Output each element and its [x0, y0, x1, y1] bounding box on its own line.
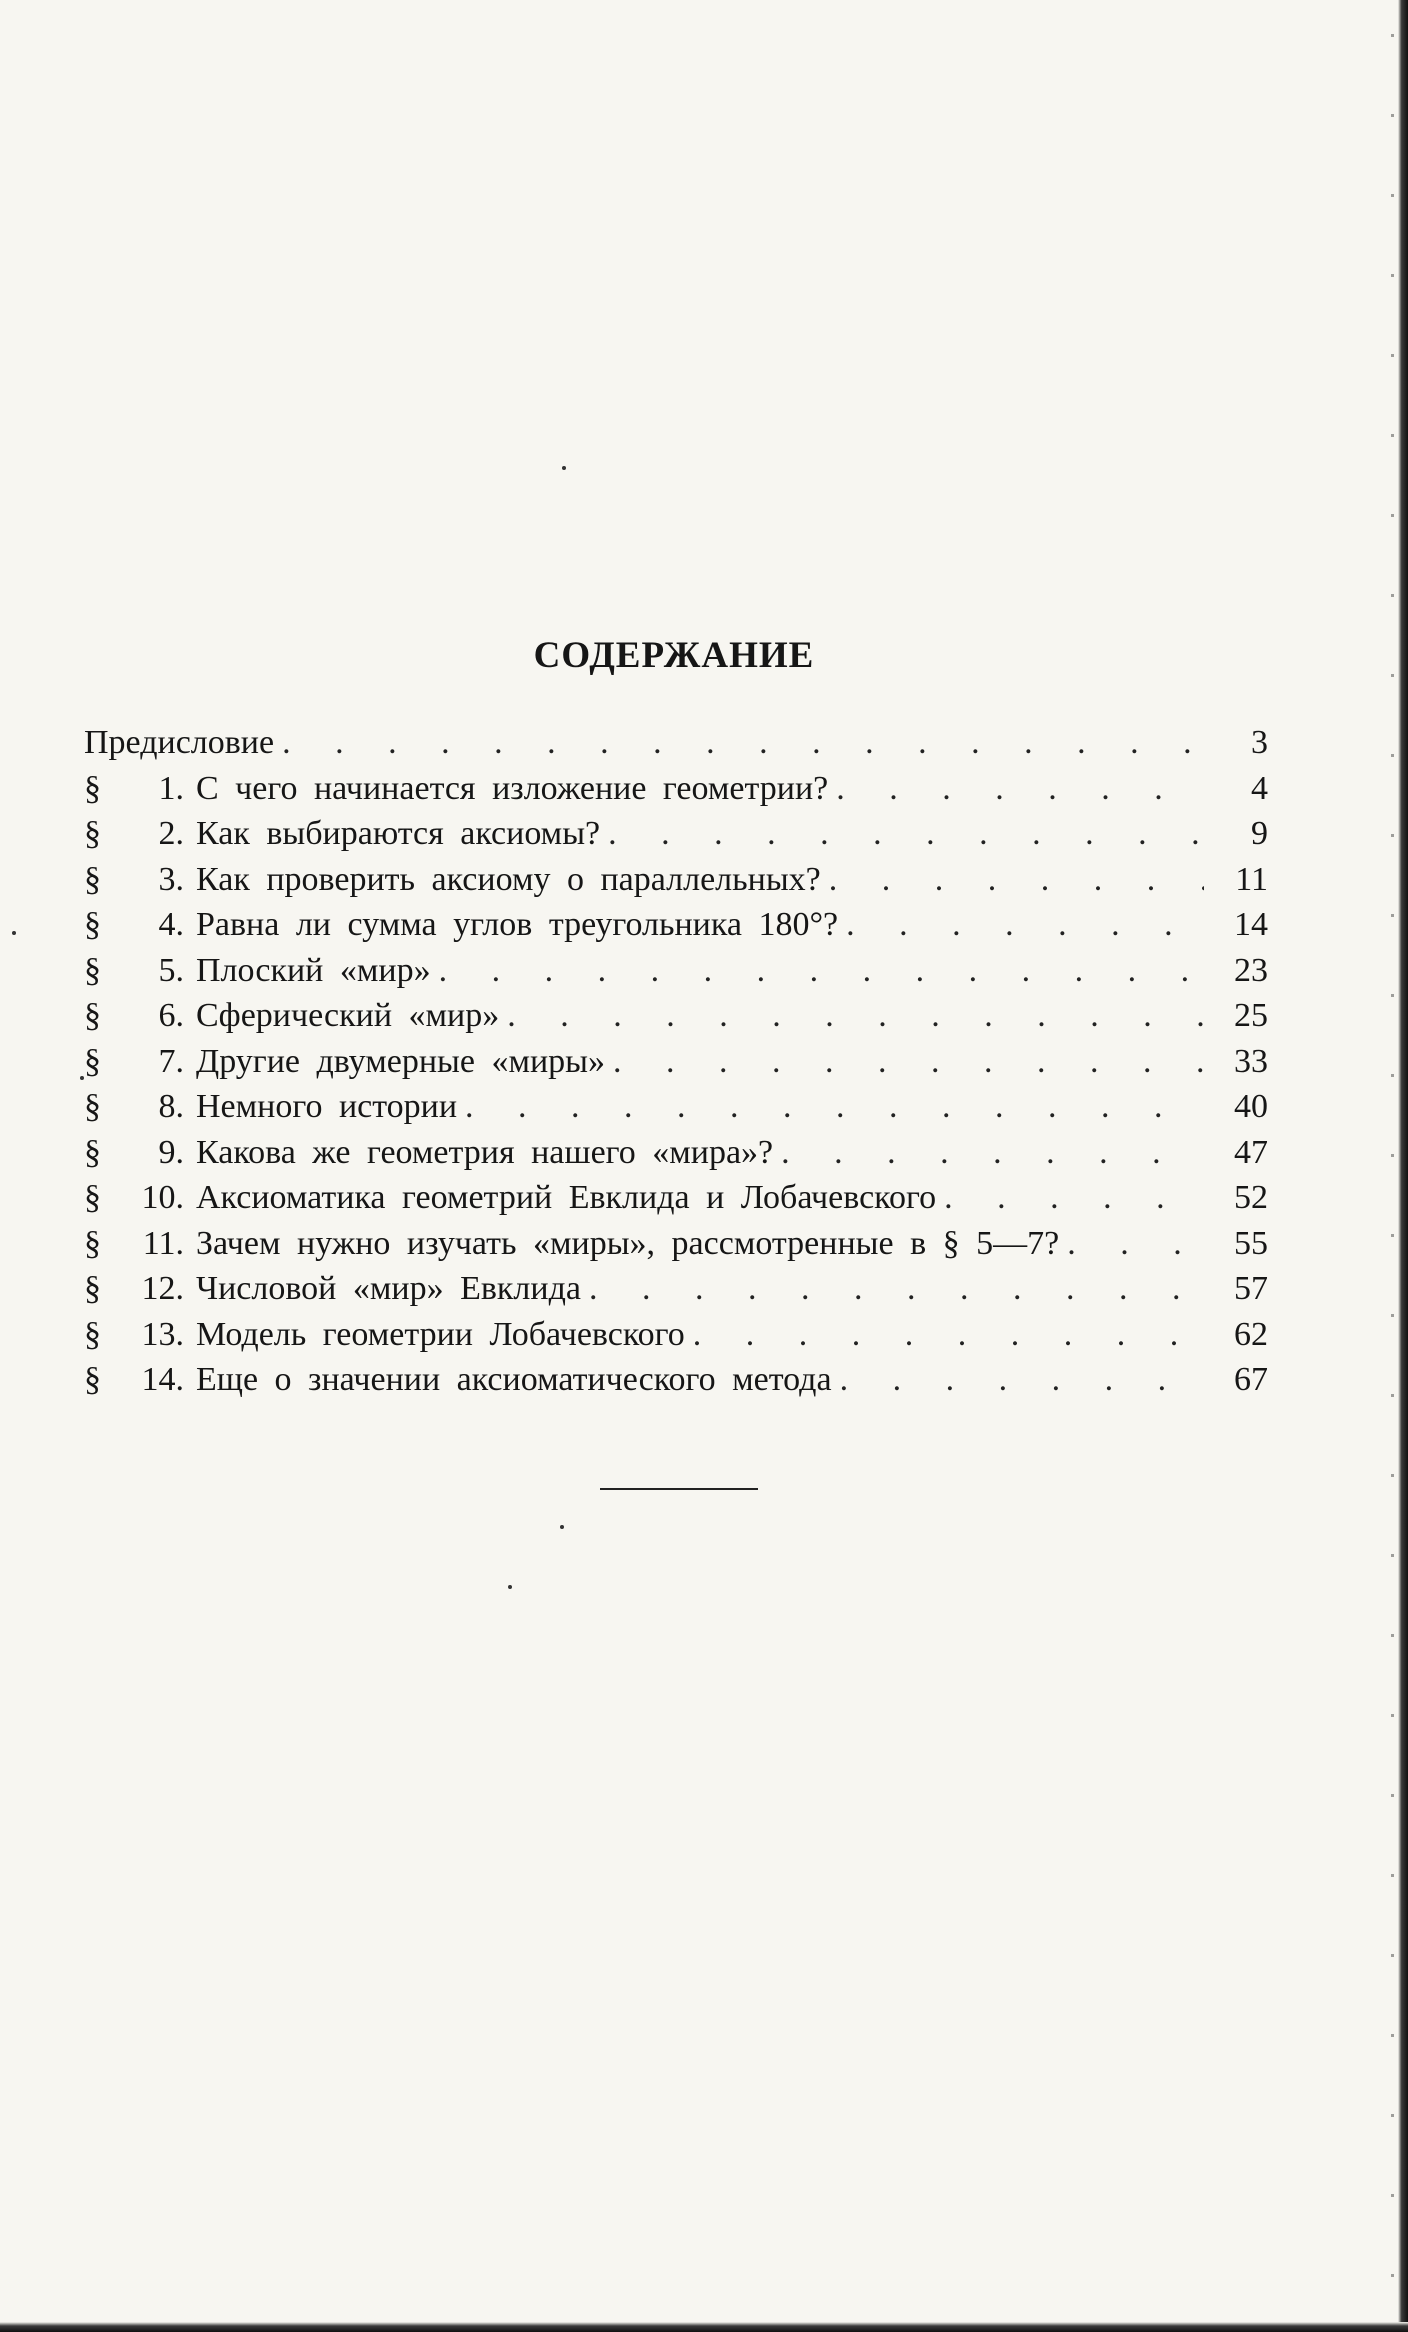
- section-sign: §: [84, 1042, 101, 1080]
- toc-entry-title: Аксиоматика геометрий Евклида и Лобачевского: [196, 1179, 937, 1216]
- toc-entry-page: 4: [1251, 769, 1268, 807]
- dot-leader: [465, 1084, 1204, 1129]
- toc-entry-page: 57: [1234, 1270, 1268, 1307]
- toc-entry: [84, 1175, 1268, 1221]
- toc-entry-page: 55: [1234, 1224, 1268, 1262]
- toc-entry: [84, 766, 1268, 812]
- toc-entry-title: Плоский «мир»: [196, 951, 431, 989]
- toc-entry: [84, 1130, 1268, 1176]
- scan-edge-bottom: [0, 2322, 1408, 2332]
- toc-entry-page: 23: [1234, 951, 1268, 989]
- toc-entry: [84, 1039, 1268, 1085]
- toc-entry-title: Как выбираются аксиомы?: [196, 815, 601, 852]
- toc-entry-page: 11: [1235, 860, 1268, 898]
- dot-leader: [846, 902, 1204, 947]
- dot-leader: [836, 766, 1204, 811]
- toc-entry-title: Сферический «мир»: [196, 997, 500, 1034]
- dot-leader: [608, 811, 1204, 856]
- toc-entry-page: 62: [1234, 1315, 1268, 1353]
- toc-entry-title: Зачем нужно изучать «миры», рассмотренные в § 5—7?: [196, 1224, 1060, 1262]
- dot-leader: [829, 857, 1204, 902]
- toc-entry-number: 13.: [141, 1315, 184, 1353]
- section-sign: §: [84, 1179, 101, 1216]
- section-sign: §: [84, 1361, 101, 1398]
- toc-entry-number: 5.: [158, 951, 184, 989]
- section-sign: §: [84, 906, 101, 943]
- toc-entry: [84, 1221, 1268, 1267]
- toc-entry-page: 14: [1234, 906, 1268, 943]
- toc-entry-title: Предисловие: [84, 724, 275, 761]
- toc-entry-page: 33: [1234, 1042, 1268, 1080]
- section-sign: §: [84, 860, 101, 898]
- toc-entry-page: 67: [1234, 1361, 1268, 1398]
- toc-entry-number: 10.: [141, 1179, 184, 1216]
- toc-entry: [84, 948, 1268, 994]
- toc-entry: [84, 857, 1268, 903]
- toc-entry-number: 9.: [158, 1133, 184, 1171]
- toc-entry-title: Немного истории: [196, 1088, 458, 1125]
- toc-entry: [84, 720, 1268, 766]
- toc-entry-number: 2.: [158, 815, 184, 852]
- dot-leader: [613, 1039, 1204, 1084]
- dot-leader: [589, 1266, 1204, 1311]
- toc-entry-number: 4.: [158, 906, 184, 943]
- toc-entry-number: 1.: [158, 769, 184, 807]
- toc-entry-title: Другие двумерные «миры»: [196, 1042, 606, 1080]
- toc-entry-page: 52: [1234, 1179, 1268, 1216]
- scan-speck: [508, 1585, 512, 1589]
- dot-leader: [282, 720, 1204, 765]
- dot-leader: [840, 1357, 1204, 1402]
- toc-entry: [84, 1357, 1268, 1403]
- toc-entry-title: Какова же геометрия нашего «мира»?: [196, 1133, 774, 1171]
- section-sign: §: [84, 1088, 101, 1125]
- scan-speck: [560, 1525, 564, 1529]
- toc-entry-title: Еще о значении аксиоматического метода: [196, 1361, 832, 1398]
- toc-entry: [84, 1266, 1268, 1312]
- toc-entry-title: Модель геометрии Лобачевского: [196, 1315, 685, 1353]
- section-sign: §: [84, 997, 101, 1034]
- scan-edge-right: [1398, 0, 1408, 2332]
- toc-entry-title: Как проверить аксиому о параллельных?: [196, 860, 821, 898]
- end-rule: [600, 1488, 758, 1490]
- dot-leader: [944, 1175, 1204, 1220]
- toc-entry: [84, 811, 1268, 857]
- section-sign: §: [84, 815, 101, 852]
- toc-entry: [84, 1084, 1268, 1130]
- scan-speck: [12, 931, 16, 935]
- scan-speck: [562, 466, 566, 470]
- toc-entry-page: 25: [1234, 997, 1268, 1034]
- dot-leader: [693, 1312, 1204, 1357]
- dot-leader: [439, 948, 1204, 993]
- toc-entry-number: 7.: [158, 1042, 184, 1080]
- page-title: СОДЕРЖАНИЕ: [533, 635, 815, 676]
- toc-entry: [84, 1312, 1268, 1358]
- section-sign: §: [84, 951, 101, 989]
- toc-entry-title: С чего начинается изложение геометрии?: [196, 769, 829, 807]
- section-sign: §: [84, 1133, 101, 1171]
- dot-leader: [781, 1130, 1204, 1175]
- toc-entry-page: 3: [1251, 724, 1268, 761]
- section-sign: §: [84, 1224, 101, 1262]
- scan-edge-speckle: [1391, 0, 1394, 2332]
- toc-entry-page: 47: [1234, 1133, 1268, 1171]
- toc-entry-number: 3.: [158, 860, 184, 898]
- toc-entry-number: 8.: [158, 1088, 184, 1125]
- section-sign: §: [84, 1315, 101, 1353]
- toc-entry: [84, 902, 1268, 948]
- toc-entry-title: Равна ли сумма углов треугольника 180°?: [196, 906, 839, 943]
- section-sign: §: [84, 1270, 101, 1307]
- toc-entry-page: 40: [1234, 1088, 1268, 1125]
- section-sign: §: [84, 769, 101, 807]
- dot-leader: [1067, 1221, 1204, 1266]
- toc-entry-page: 9: [1251, 815, 1268, 852]
- toc-entry: [84, 993, 1268, 1039]
- toc-entry-number: 14.: [141, 1361, 184, 1398]
- table-of-contents: [84, 720, 1268, 1403]
- toc-entry-number: 6.: [158, 997, 184, 1034]
- toc-entry-number: 12.: [141, 1270, 184, 1307]
- toc-entry-title: Числовой «мир» Евклида: [196, 1270, 581, 1307]
- toc-entry-number: 11.: [142, 1224, 184, 1262]
- dot-leader: [507, 993, 1204, 1038]
